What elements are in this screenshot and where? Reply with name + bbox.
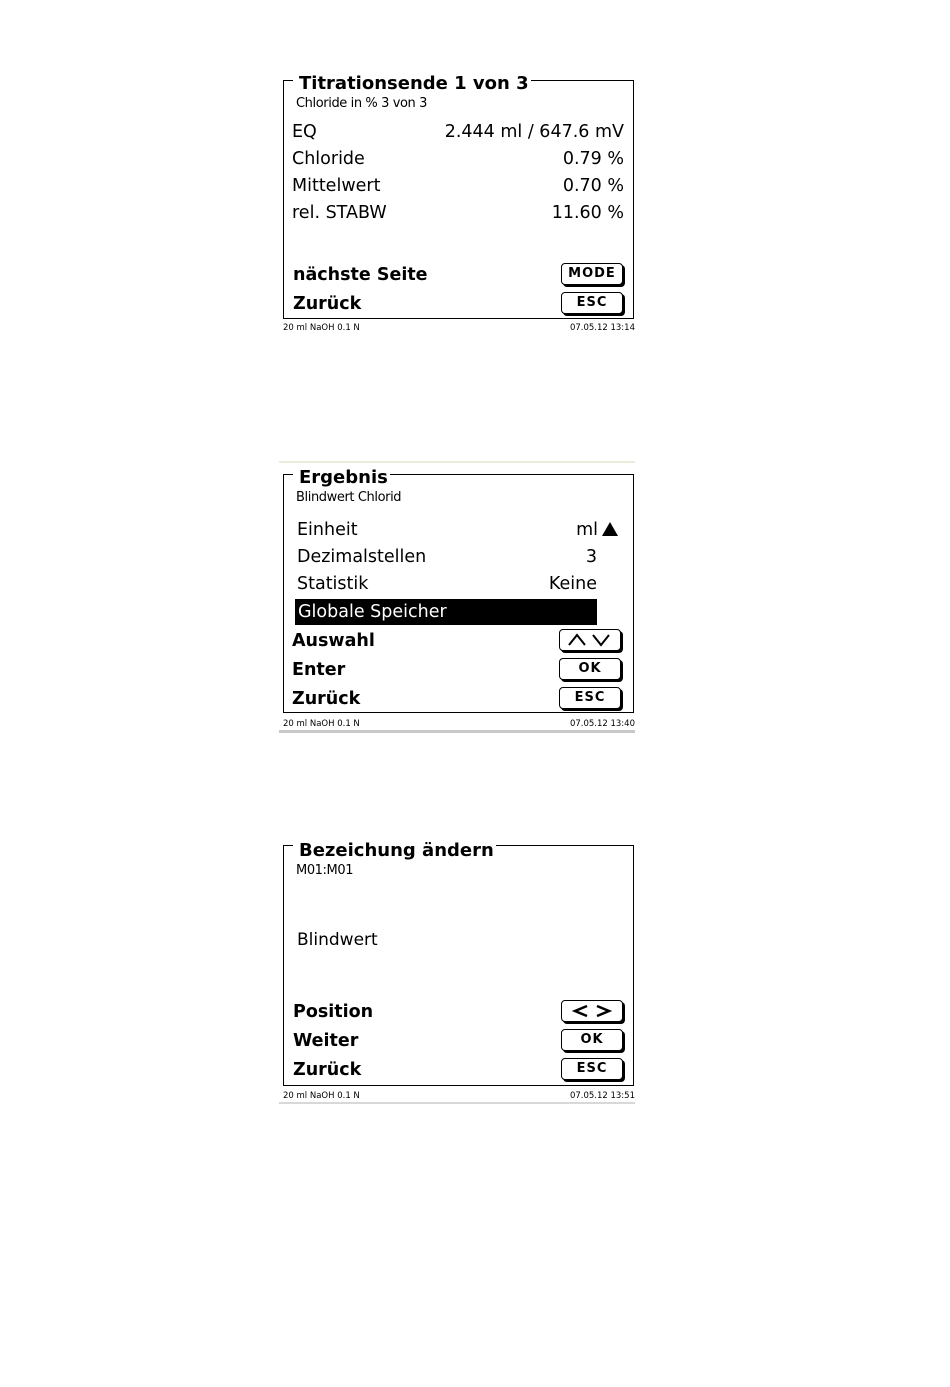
ok-key-button[interactable]: OK <box>561 1029 623 1051</box>
screen-subtitle: Chloride in % 3 von 3 <box>296 96 427 111</box>
top-separator <box>279 461 635 463</box>
row-value: ml <box>576 518 618 542</box>
status-datetime: 07.05.12 13:51 <box>569 1091 635 1101</box>
result-row-eq <box>292 120 624 144</box>
rename-screen <box>279 840 635 1105</box>
setting-row-einheit[interactable] <box>297 518 618 542</box>
esc-key-button[interactable]: ESC <box>561 1058 623 1080</box>
row-value: 11.60 % <box>551 203 624 223</box>
next-page-action[interactable] <box>293 262 623 288</box>
row-value: 3 <box>585 547 597 567</box>
row-value: 0.70 % <box>562 176 624 196</box>
result-row-chloride <box>292 147 624 171</box>
name-input-field[interactable]: Blindwert <box>297 930 378 950</box>
selected-item-globale-speicher[interactable]: Globale Speicher <box>295 599 597 625</box>
left-right-arrows-key-button[interactable] <box>561 1000 623 1022</box>
back-action[interactable] <box>292 686 621 712</box>
left-right-arrows-icon <box>568 1003 616 1019</box>
titration-end-screen <box>279 73 635 338</box>
status-reagent: 20 ml NaOH 0.1 N <box>283 323 360 333</box>
row-label: Chloride <box>292 149 365 169</box>
row-label: Einheit <box>297 520 358 540</box>
setting-row-dezimalstellen[interactable] <box>297 545 597 569</box>
action-label: Zurück <box>293 294 362 314</box>
row-value: Keine <box>548 574 597 594</box>
setting-row-statistik[interactable] <box>297 572 597 596</box>
status-datetime: 07.05.12 13:40 <box>569 719 635 729</box>
screen-subtitle: M01:M01 <box>296 863 354 878</box>
row-label: rel. STABW <box>292 203 387 223</box>
status-bar <box>283 1090 635 1102</box>
result-row-mittelwert <box>292 174 624 198</box>
screen-subtitle: Blindwert Chlorid <box>296 490 402 505</box>
bottom-separator <box>279 730 635 733</box>
up-down-arrows-icon <box>566 632 614 648</box>
back-action[interactable] <box>293 291 623 317</box>
status-reagent: 20 ml NaOH 0.1 N <box>283 719 360 729</box>
row-label: Dezimalstellen <box>297 547 427 567</box>
screen-title: Titrationsende 1 von 3 <box>299 73 529 94</box>
action-label: Position <box>293 1002 374 1022</box>
action-label: Enter <box>292 660 346 680</box>
continue-action[interactable] <box>293 1028 623 1054</box>
ok-key-button[interactable]: OK <box>559 658 621 680</box>
screen-title: Bezeichung ändern <box>299 840 494 861</box>
position-action[interactable] <box>293 999 623 1025</box>
result-row-rel-stabw <box>292 201 624 225</box>
mode-key-button[interactable]: MODE <box>561 263 623 285</box>
enter-action[interactable] <box>292 657 621 683</box>
status-bar <box>283 322 635 334</box>
row-label: Mittelwert <box>292 176 381 196</box>
up-down-arrows-key-button[interactable] <box>559 629 621 651</box>
scroll-up-triangle-icon <box>602 522 618 536</box>
status-datetime: 07.05.12 13:14 <box>569 323 635 333</box>
action-label: nächste Seite <box>293 265 428 285</box>
bottom-separator <box>279 1102 635 1104</box>
status-reagent: 20 ml NaOH 0.1 N <box>283 1091 360 1101</box>
action-label: Zurück <box>292 689 361 709</box>
back-action[interactable] <box>293 1057 623 1083</box>
row-label: Statistik <box>297 574 369 594</box>
screen-title: Ergebnis <box>299 467 388 488</box>
action-label: Zurück <box>293 1060 362 1080</box>
row-label: EQ <box>292 122 317 142</box>
esc-key-button[interactable]: ESC <box>561 292 623 314</box>
select-action[interactable] <box>292 628 621 654</box>
action-label: Auswahl <box>292 631 375 651</box>
esc-key-button[interactable]: ESC <box>559 687 621 709</box>
result-settings-screen <box>279 467 635 734</box>
row-value: 0.79 % <box>562 149 624 169</box>
action-label: Weiter <box>293 1031 359 1051</box>
row-value: 2.444 ml / 647.6 mV <box>444 122 624 142</box>
status-bar <box>283 718 635 730</box>
